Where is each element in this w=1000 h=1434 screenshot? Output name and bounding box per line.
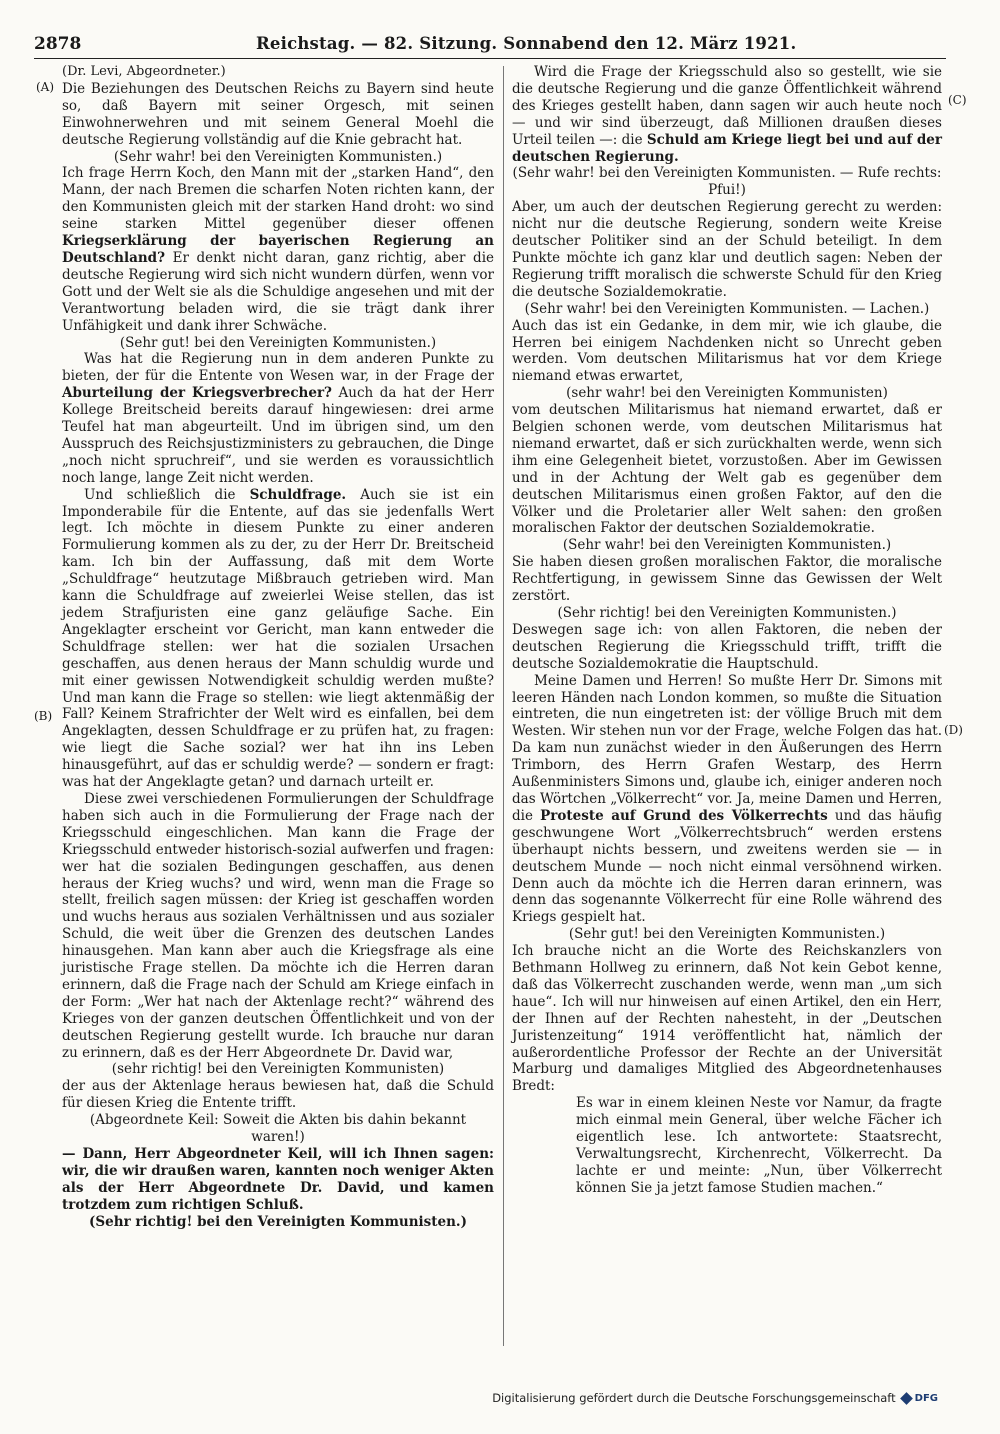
dfg-logo: DFG: [902, 1393, 938, 1404]
paragraph: Ich frage Herrn Koch, den Mann mit der „starken Hand“, den Mann, der nach Bremen die scharfen Noten richten kann, der den Kommunisten gleich mit der starken Hand droht: wo sind seine starken Mittel gegenüber dieser offenen Kriegserklärung der bayerischen Regierung an Deutschland? Er denkt nicht daran, ganz richtig, aber die deutsche Regierung wird sich nicht wundern dürfen, wenn vor Gott und der Welt sie als die Schuldige angesehen und mit der Verantwortung beladen wird, die sie trägt dank ihrer Unfähigkeit und dank ihrer Schwäche.: [62, 165, 494, 334]
interjection: (Sehr wahr! bei den Vereinigten Kommunisten.): [562, 537, 892, 554]
paragraph: Und schließlich die Schuldfrage. Auch sie ist ein Imponderabile für die Entente, auf das sie jedenfalls Wert legt. Ich möchte in diesem Punkte zu einer anderen Formulierung kommen als zu der, zu der Herr Dr. Breitscheid kam. Ich bin der Auffassung, daß mit dem Worte „Schuldfrage“ heutzutage Mißbrauch getrieben wird. Man kann die Schuldfrage auf zweierlei Weise stellen, das ist jedem Strafjuristen eine ganz geläufige Sache. Ein Angeklagter erscheint vor Gericht, man kann entweder die Schuldfrage stellen: wer hat die sozialen Ursachen geschaffen, aus denen heraus der Mann schuldig wurde und mit einer gewissen Notwendigkeit schuldig werden mußte? Und man kann die Frage so stellen: wie liegt aktenmäßig der Fall? Keinem Strafrichter der Welt wird es einfallen, bei dem Angeklagten, dessen Schuldfrage er zu prüfen hat, zu fragen: wie liegt die Sache sozial? wer hat ihn ins Leben hinausgeführt, auf das er schuldig werde? — sondern er fragt: was hat der Angeklagte getan? und darnach urteilt er.: [62, 486, 494, 791]
speaker-attribution: (Dr. Levi, Abgeordneter.): [62, 64, 226, 79]
interjection: (Sehr richtig! bei den Vereinigten Kommunisten.): [89, 1213, 467, 1230]
interjection: (Sehr wahr! bei den Vereinigten Kommunisten. — Lachen.): [524, 300, 930, 317]
paragraph: Ich brauche nicht an die Worte des Reichskanzlers von Bethmann Hollweg zu erinnern, daß Not kein Gebot kenne, daß das Völkerrecht zuschanden werde, wenn man „um sich haue“. Ich will nur hinweisen auf einen Artikel, den ein Herr, der Ihnen auf der Rechten nahesteht, in der „Deutschen Juristenzeitung“ 1914 veröffentlicht hat, nämlich der außerordentliche Professor der Rechte an der Universität Marburg und damaliges Mitglied des Abgeordnetenhauses Bredt:: [512, 943, 942, 1095]
dfg-mark-icon: [900, 1392, 913, 1405]
emphasis: Schuld am Kriege liegt bei und auf der deutschen Regierung.: [512, 131, 942, 165]
footer-credit: [492, 1391, 938, 1405]
paragraph: Diese zwei verschiedenen Formulierungen der Schuldfrage haben sich auch in die Formulierung der Frage nach der Kriegsschuld eingeschlichen. Man kann die Frage der Kriegsschuld entweder historisch-sozial aufwerfen und fragen: wer hat die sozialen Bedingungen geschaffen, aus denen heraus der Krieg wuchs? und wird, wenn man die Frage so stellt, freilich sagen müssen: der Krieg ist geschaffen worden und wuchs heraus aus sozialen Verhältnissen und aus sozialer Schuld, die weit über die Grenzen des deutschen Landes hinausgehen. Man kann aber auch die Kriegsfrage als eine juristische Frage stellen. Da möchte ich die Herren daran erinnern, daß die Frage nach der Schuld am Kriege einfach in der Form: „Wer hat nach der Aktenlage recht?“ während des Krieges von der ganzen deutschen Öffentlichkeit und von der deutschen Regierung gestellt wurde. Ich brauche nur daran zu erinnern, daß es der Herr Abgeordnete Dr. David war,: [62, 790, 494, 1061]
paragraph: Wird die Frage der Kriegsschuld also so gestellt, wie sie die deutsche Regierung und die ganze Öffentlichkeit während des Krieges gestellt haben, dann sagen wir auch heute noch — und wir sind überzeugt, daß Millionen draußen dieses Urteil teilen —: die Schuld am Kriege liegt bei und auf der deutschen Regierung.: [512, 64, 942, 165]
emphasis: Proteste auf Grund des Völkerrechts: [540, 807, 828, 824]
interjection: (Sehr gut! bei den Vereinigten Kommunisten.): [119, 334, 437, 351]
left-column: [62, 64, 494, 1231]
paragraph: Auch das ist ein Gedanke, in dem mir, wie ich glaube, die Herren bei einigem Nachdenken nicht so Unrecht geben werden. Vom deutschen Militarismus hat vor dem Kriege niemand etwas erwartet,: [512, 317, 942, 385]
interjection: (Sehr gut! bei den Vereinigten Kommunisten.): [568, 926, 886, 943]
margin-marker-b: (B): [34, 709, 53, 723]
paragraph: Sie haben diesen großen moralischen Faktor, die moralische Rechtfertigung, in gewissem Sinne das Gewissen der Welt zerstört.: [512, 554, 942, 605]
interjection: (sehr richtig! bei den Vereinigten Kommunisten): [111, 1061, 445, 1078]
paragraph: Was hat die Regierung nun in dem anderen Punkte zu bieten, der für die Entente von Wesen war, in der Frage der Aburteilung der Kriegsverbrecher? Auch da hat der Herr Kollege Breitscheid bereits darauf hingewiesen: drei arme Teufel hat man abgeurteilt. Und im übrigen sind, um den Ausspruch des Reichsjustizministers zu gebrauchen, die Dinge „noch nicht spruchreif“, und sie werden es voraussichtlich noch lange, lange Zeit nicht werden.: [62, 351, 494, 486]
interjection: (Sehr wahr! bei den Vereinigten Kommunisten.): [113, 148, 443, 165]
interjection: (Sehr richtig! bei den Vereinigten Kommunisten.): [557, 605, 897, 621]
interjection: (Sehr wahr! bei den Vereinigten Kommunisten. — Rufe rechts: Pfui!): [512, 165, 942, 199]
paragraph: Deswegen sage ich: von allen Faktoren, die neben der deutschen Regierung die Kriegsschuld trifft, trifft die deutsche Sozialdemokratie die Hauptschuld.: [512, 621, 942, 672]
running-head: Reichstag. — 82. Sitzung. Sonnabend den 12. März 1921.: [256, 34, 797, 53]
interjection: (Abgeordnete Keil: Soweit die Akten bis dahin bekannt waren!): [89, 1112, 467, 1146]
right-column: [512, 64, 942, 1197]
emphasis: Schuldfrage.: [249, 486, 347, 503]
header-rule: [34, 58, 946, 59]
margin-marker-d: (D): [944, 723, 963, 737]
block-quote: Es war in einem kleinen Neste vor Namur, da fragte mich einmal mein General, über welche Fächer ich eigentlich lese. Ich antwortete: Staatsrecht, Verwaltungsrecht, Kirchenrecht, Völkerrecht. Da lachte er und meinte: „Nun, über Völkerrecht können Sie ja jetzt famose Studien machen.“: [576, 1095, 942, 1196]
interjection: (sehr wahr! bei den Vereinigten Kommunisten): [566, 385, 888, 402]
paragraph: Die Beziehungen des Deutschen Reichs zu Bayern sind heute so, daß Bayern mit seiner Orgesch, mit seinen Einwohnerwehren und mit seinem General Moehl die deutsche Regierung vollständig auf die Knie gebracht hat.: [62, 80, 494, 148]
paragraph: Meine Damen und Herren! So mußte Herr Dr. Simons mit leeren Händen nach London kommen, so mußte die Situation eintreten, die nun eingetreten ist: der völlige Bruch mit dem Westen. Wir stehen nun vor der Frage, welche Folgen das hat. Da kam nun zunächst wieder in den Äußerungen des Herrn Trimborn, des Herrn Grafen Westarp, des Herrn Außenministers Simons und, glaube ich, einiger anderen noch das Wörtchen „Völkerrecht“ vor. Ja, meine Damen und Herren, die Proteste auf Grund des Völkerrechts und das häufig geschwungene Wort „Völkerrechtsbruch“ werden erstens überhaupt nichts bessern, und zweitens werden sie — in deutschem Munde — noch nicht einmal versöhnend wirken. Denn auch da möchte ich die Herren daran erinnern, was denn das sogenannte Völkerrecht für eine Rolle während des Kriegs gespielt hat.: [512, 672, 942, 926]
page-header: [34, 30, 946, 56]
column-divider: [503, 66, 504, 1346]
emphasis: Aburteilung der Kriegsverbrecher?: [62, 385, 332, 402]
paragraph: — Dann, Herr Abgeordneter Keil, will ich Ihnen sagen: wir, die wir draußen waren, kannten noch weniger Akten als der Herr Abgeordnete Dr. David, und kamen trotzdem zum richtigen Schluß.: [62, 1146, 494, 1213]
margin-marker-a: (A): [36, 80, 55, 94]
paragraph: Aber, um auch der deutschen Regierung gerecht zu werden: nicht nur die deutsche Regierung, sondern weite Kreise deutscher Politiker sind an der Schuld beteiligt. In dem Punkte möchte ich ganz klar und deutlich sagen: Neben der Regierung trifft moralisch die schwerste Schuld für den Krieg die deutsche Sozialdemokratie.: [512, 199, 942, 300]
paragraph: vom deutschen Militarismus hat niemand erwartet, daß er Belgien schonen werde, vom deutschen Militarismus hat niemand erwartet, daß er sich zurückhalten werde, wenn sich ihm eine Gelegenheit bietet, vorzustoßen. Aber im Gewissen und in der Achtung der Welt gab es gegenüber dem deutschen Militarismus einen großen Faktor, auf den die Völker und die Proletarier aller Welt sahen: den großen moralischen Faktor der deutschen Sozialdemokratie.: [512, 402, 942, 537]
emphasis: Kriegserklärung der bayerischen Regierung an Deutschland?: [62, 233, 494, 266]
paragraph: der aus der Aktenlage heraus bewiesen hat, daß die Schuld für diesen Krieg die Entente trifft.: [62, 1078, 494, 1112]
margin-marker-c: (C): [948, 93, 967, 107]
credit-text: Digitalisierung gefördert durch die Deutsche Forschungsgemeinschaft: [492, 1391, 896, 1405]
page-number: 2878: [34, 34, 82, 54]
